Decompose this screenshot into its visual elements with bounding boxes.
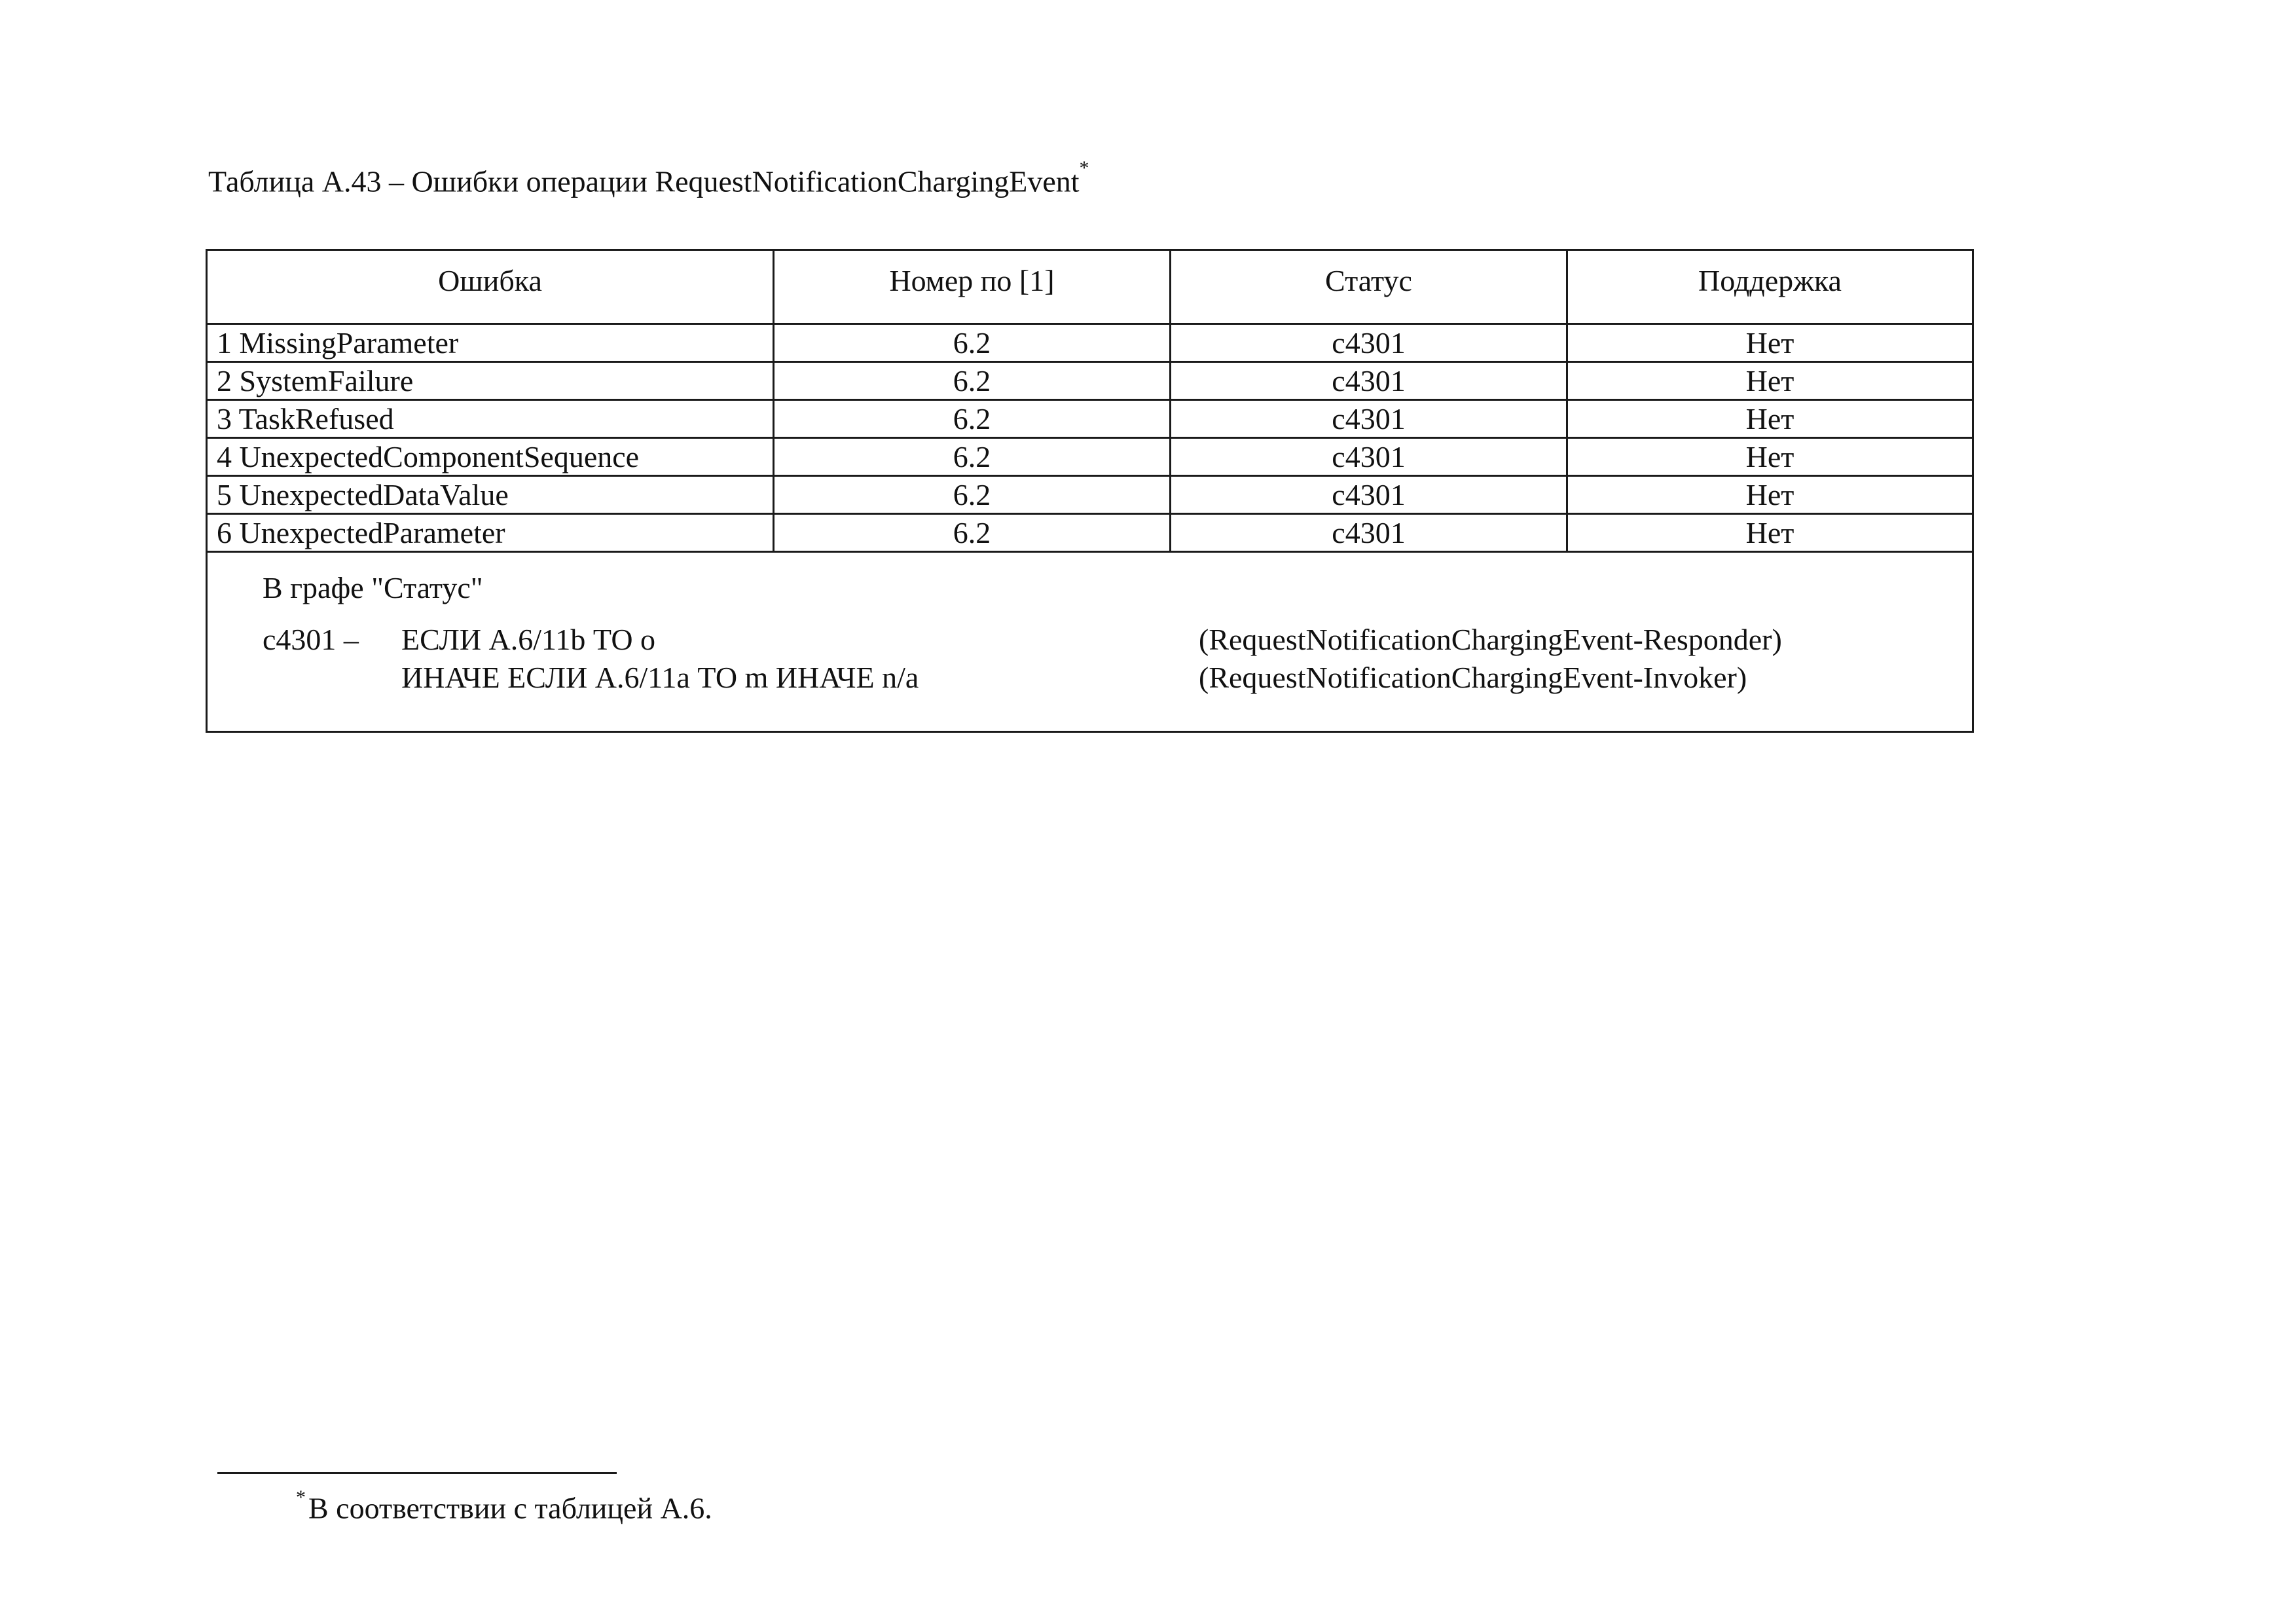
status-cell: c4301 [1171, 362, 1567, 400]
table-row [207, 514, 1973, 552]
column-header-status: Статус [1171, 250, 1567, 324]
status-cell: c4301 [1171, 324, 1567, 362]
footnote-separator [217, 1472, 617, 1474]
error-name-cell: 3 TaskRefused [207, 400, 774, 438]
status-cell: c4301 [1171, 514, 1567, 552]
table-row [207, 324, 1973, 362]
support-cell: Нет [1567, 438, 1973, 476]
support-cell: Нет [1567, 476, 1973, 514]
condition-reference-1: (RequestNotificationChargingEvent-Responder) [1199, 623, 1782, 656]
status-note-title: В графе "Статус" [263, 571, 483, 604]
status-cell: c4301 [1171, 400, 1567, 438]
column-header-number: Номер по [1] [774, 250, 1171, 324]
condition-code-spacer [263, 659, 401, 697]
error-name-cell: 6 UnexpectedParameter [207, 514, 774, 552]
number-cell: 6.2 [774, 514, 1171, 552]
condition-line-1: ЕСЛИ А.6/11b ТО o [401, 623, 656, 656]
status-cell: c4301 [1171, 476, 1567, 514]
error-name-cell: 5 UnexpectedDataValue [207, 476, 774, 514]
table-caption [208, 157, 1089, 198]
table-caption-text: Таблица А.43 – Ошибки операции RequestNotificationChargingEvent [208, 164, 1080, 198]
footnote-text: В соответствии с таблицей А.6. [308, 1491, 712, 1525]
table-note-row [207, 552, 1973, 732]
footnote-marker: * [296, 1486, 306, 1508]
support-cell: Нет [1567, 514, 1973, 552]
condition-reference-2: (RequestNotificationChargingEvent-Invoker) [1199, 661, 1747, 694]
column-header-error: Ошибка [207, 250, 774, 324]
errors-table [206, 249, 1974, 733]
number-cell: 6.2 [774, 438, 1171, 476]
table-row [207, 400, 1973, 438]
support-cell: Нет [1567, 400, 1973, 438]
support-cell: Нет [1567, 324, 1973, 362]
caption-footnote-marker: * [1079, 157, 1089, 179]
table-row [207, 476, 1973, 514]
status-cell: c4301 [1171, 438, 1567, 476]
error-name-cell: 4 UnexpectedComponentSequence [207, 438, 774, 476]
table-row [207, 362, 1973, 400]
status-condition [263, 621, 1972, 697]
support-cell: Нет [1567, 362, 1973, 400]
status-note-cell [207, 552, 1973, 732]
table-row [207, 438, 1973, 476]
condition-code: c4301 – [263, 623, 359, 656]
number-cell: 6.2 [774, 362, 1171, 400]
number-cell: 6.2 [774, 324, 1171, 362]
error-name-cell: 1 MissingParameter [207, 324, 774, 362]
table-header-row [207, 250, 1973, 324]
condition-line-2: ИНАЧЕ ЕСЛИ А.6/11a ТО m ИНАЧЕ n/a [401, 661, 919, 694]
error-name-cell: 2 SystemFailure [207, 362, 774, 400]
footnote [296, 1486, 712, 1525]
column-header-support: Поддержка [1567, 250, 1973, 324]
number-cell: 6.2 [774, 400, 1171, 438]
number-cell: 6.2 [774, 476, 1171, 514]
